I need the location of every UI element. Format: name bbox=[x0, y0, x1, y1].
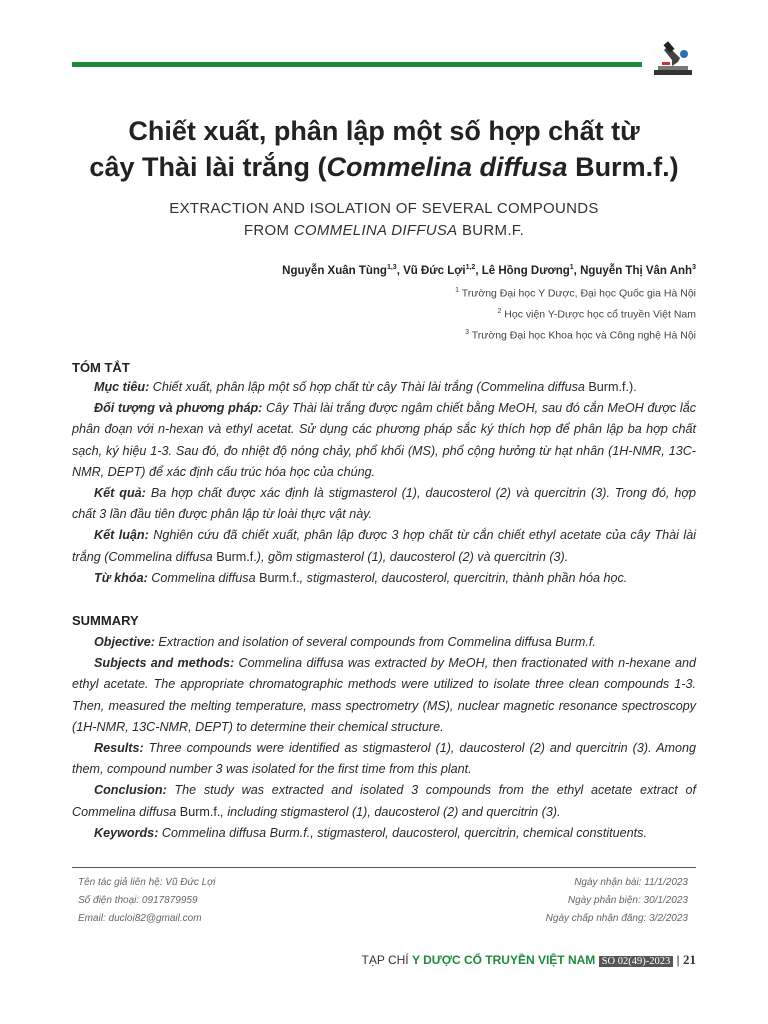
submission-dates: Ngày nhận bài: 11/1/2023 Ngày phản biện: 30/1/2023 Ngày chấp nhận đăng: 3/2/2023 bbox=[545, 877, 688, 924]
microscope-icon bbox=[650, 40, 696, 80]
title-line-2: cây Thài lài trắng (Commelina diffusa Burm.f.) bbox=[89, 152, 679, 182]
title-line-1: Chiết xuất, phân lập một số hợp chất từ bbox=[128, 116, 640, 146]
author-list: Nguyễn Xuân Tùng$^{1,3}$, Vũ Đức Lợi$^{1,2}$, Lê Hồng Dương$^1$, Nguyễn Thị Vân Anh$^3$ bbox=[282, 264, 696, 277]
footnote-divider bbox=[72, 867, 696, 868]
english-title-line-2: FROM COMMELINA DIFFUSA BURM.F. bbox=[243, 222, 525, 239]
affiliation-1: $^1$ Trường Đại học Y Dược, Đại học Quốc gia Hà Nội bbox=[455, 287, 696, 300]
page-number: 21 bbox=[683, 952, 696, 967]
english-summary-heading: SUMMARY bbox=[72, 613, 139, 628]
journal-footer: TẠP CHÍ Y DƯỢC CỔ TRUYỀN VIỆT NAM SỐ 02(49)-2023 | 21 bbox=[361, 952, 696, 967]
header-rule bbox=[72, 62, 642, 67]
affiliation-2: $^2$ Học viện Y-Dược học cổ truyền Việt Nam bbox=[497, 308, 696, 321]
vietnamese-summary-heading: TÓM TẮT bbox=[72, 360, 130, 375]
corresponding-author-info: Tên tác giả liên hệ: Vũ Đức Lợi Số điện thoại: 0917879959 Email: ducloi82@gmail.com bbox=[78, 877, 216, 924]
vietnamese-abstract: Mục tiêu: Chiết xuất, phân lập một số hợp chất từ cây Thài lài trắng (Commelina diffusa Burm.f.). Đối tượng và phương pháp: Cây Thài lài trắng được ngâm chiết bằng MeOH, sau đó cắn MeOH được lắc phân đoạn với n-hexan và ethyl acetat. Sử dụng các phương pháp sắc ký thích hợp để phân lập ba hợp chất sạch, ký hiệu 1-3. Sau đó, đo nhiệt độ nóng chảy, phổ khối (MS), phổ cộng hưởng từ hạt nhân (1H-NMR, 13C-NMR, DEPT) để xác định cấu trúc hóa học của chúng. Kết quả: Ba hợp chất được xác định là stigmasterol (1), daucosterol (2) và quercitrin (3). Trong đó, hợp chất 3 lần đầu tiên được phân lập từ loài thực vật này. Kết luận: Nghiên cứu đã chiết xuất, phân lập được 3 hợp chất từ cắn chiết ethyl acetate của cây Thài lài trắng (Commelina diffusa Burm.f.), gồm stigmasterol (1), daucosterol (2) và quercitrin (3). Từ khóa: Commelina diffusa Burm.f., stigmasterol, daucosterol, quercitrin, thành phần hóa học. bbox=[72, 380, 697, 585]
affiliation-3: $^3$ Trường Đại học Khoa học và Công nghệ Hà Nội bbox=[465, 329, 696, 342]
english-title-line-1: EXTRACTION AND ISOLATION OF SEVERAL COMPOUNDS bbox=[169, 200, 599, 217]
english-abstract: Objective: Extraction and isolation of several compounds from Commelina diffusa Burm.f. Subjects and methods: Commelina diffusa was extracted by MeOH, then fractionated with n-hexane and ethyl acetate. The appropriate chromatographic methods were utilized to isolate three clean compounds 1-3. Then, measured the melting temperature, mass spectrometry (MS), nuclear magnetic resonance spectroscopy (1H-NMR, 13C-NMR, DEPT) to determine their chemical structure. Results: Three compounds were identified as stigmasterol (1), daucosterol (2) and quercitrin (3). Among them, compound number 3 was isolated for the first time from this plant. Conclusion: The study was extracted and isolated 3 compounds from the ethyl acetate extract of Commelina diffusa Burm.f., including stigmasterol (1), daucosterol (2) and quercitrin (3). Keywords: Commelina diffusa Burm.f., stigmasterol, daucosterol, quercitrin, chemical constituents. bbox=[72, 635, 696, 840]
